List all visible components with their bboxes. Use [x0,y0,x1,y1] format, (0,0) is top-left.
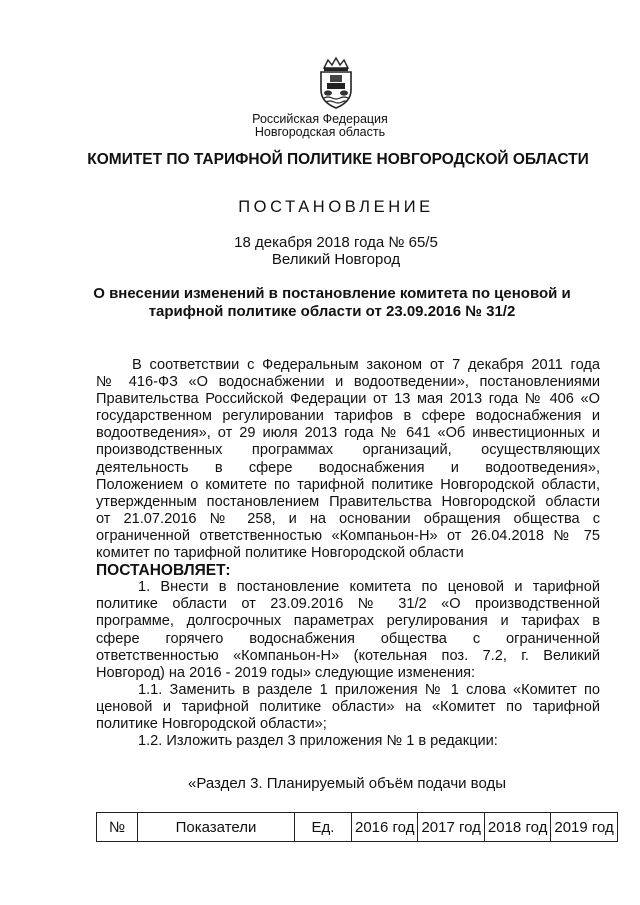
body-line: 1. Внести в постановление комитета по ценовой и тарифной [138,579,600,596]
body-line: № 416-ФЗ «О водоснабжении и водоотведении», постановлениями [96,374,600,391]
body-line: сфере горячего водоснабжения общества с ограниченной [96,630,600,647]
section-title: «Раздел 3. Планируемый объём подачи воды [188,775,507,792]
table-header-cell: № [97,813,138,842]
body-line: ограниченной ответственностью «Компаньон-Н» от 26.04.2018 № 75 [96,527,600,544]
body-line: Новгород) на 2016 - 2019 годы» следующие изменения: [96,664,476,681]
document-date-number: 18 декабря 2018 года № 65/5 [234,234,438,251]
committee-title: КОМИТЕТ ПО ТАРИФНОЙ ПОЛИТИКЕ НОВГОРОДСКОЙ ОБЛАСТИ [87,151,589,168]
resolves-heading: ПОСТАНОВЛЯЕТ: [96,562,231,580]
body-line: комитет по тарифной политике Новгородской области [96,545,464,562]
body-line: Положением о комитете по тарифной политике Новгородской области, [96,476,600,493]
body-line: утвержденным постановлением Правительства Новгородской области [96,493,600,510]
table-header-row [97,813,618,842]
novgorod-coat-of-arms-icon [314,56,358,110]
document-type: ПОСТАНОВЛЕНИЕ [238,198,434,216]
body-line: производственных программах организаций, осуществляющих [96,442,600,459]
body-line: политике области от 23.09.2016 № 31/2 «О производственной [96,596,600,613]
document-city: Великий Новгород [271,251,401,268]
table-header-cell: 2018 год [484,813,550,842]
body-line: ответственностью «Компаньон-Н» (котельная поз. 7.2, г. Великий [96,647,600,664]
document-body [96,357,600,750]
body-line: В соответствии с Федеральным законом от 7 декабря 2011 года [132,357,600,373]
water-supply-table [96,812,618,842]
body-line: Правительства Российской Федерации от 13 мая 2013 года № 406 «О [96,391,600,408]
country-name: Российская Федерация [252,112,388,126]
body-line: ценовой и тарифной политике области» на «Комитет по тарифной [96,698,600,715]
table-header-cell: 2016 год [352,813,418,842]
body-line: государственном регулировании тарифов в сфере водоснабжения и [96,408,600,425]
table-header-cell: Показатели [138,813,295,842]
body-line: от 21.07.2016 № 258, и на основании обращения общества с [96,510,600,527]
body-line: программе, долгосрочных параметрах регулирования и тарифах в [96,613,600,630]
body-line: деятельность в сфере водоснабжения и водоотведения», [96,459,600,476]
body-line: политике Новгородской области»; [96,715,327,732]
body-line: 1.1. Заменить в разделе 1 приложения № 1 слова «Комитет по [138,681,600,698]
table-header-cell: Ед. [295,813,352,842]
body-line: водоотведения», от 29 июля 2013 года № 641 «Об инвестиционных и [96,425,600,442]
document-subject-line-1: О внесении изменений в постановление комитета по ценовой и [93,285,571,302]
body-line: 1.2. Изложить раздел 3 приложения № 1 в редакции: [138,733,498,750]
table-header-cell: 2019 год [551,813,617,842]
document-subject-line-2: тарифной политике области от 23.09.2016 № 31/2 [148,303,516,320]
region-name: Новгородская область [254,125,386,139]
table-header-cell: 2017 год [418,813,484,842]
